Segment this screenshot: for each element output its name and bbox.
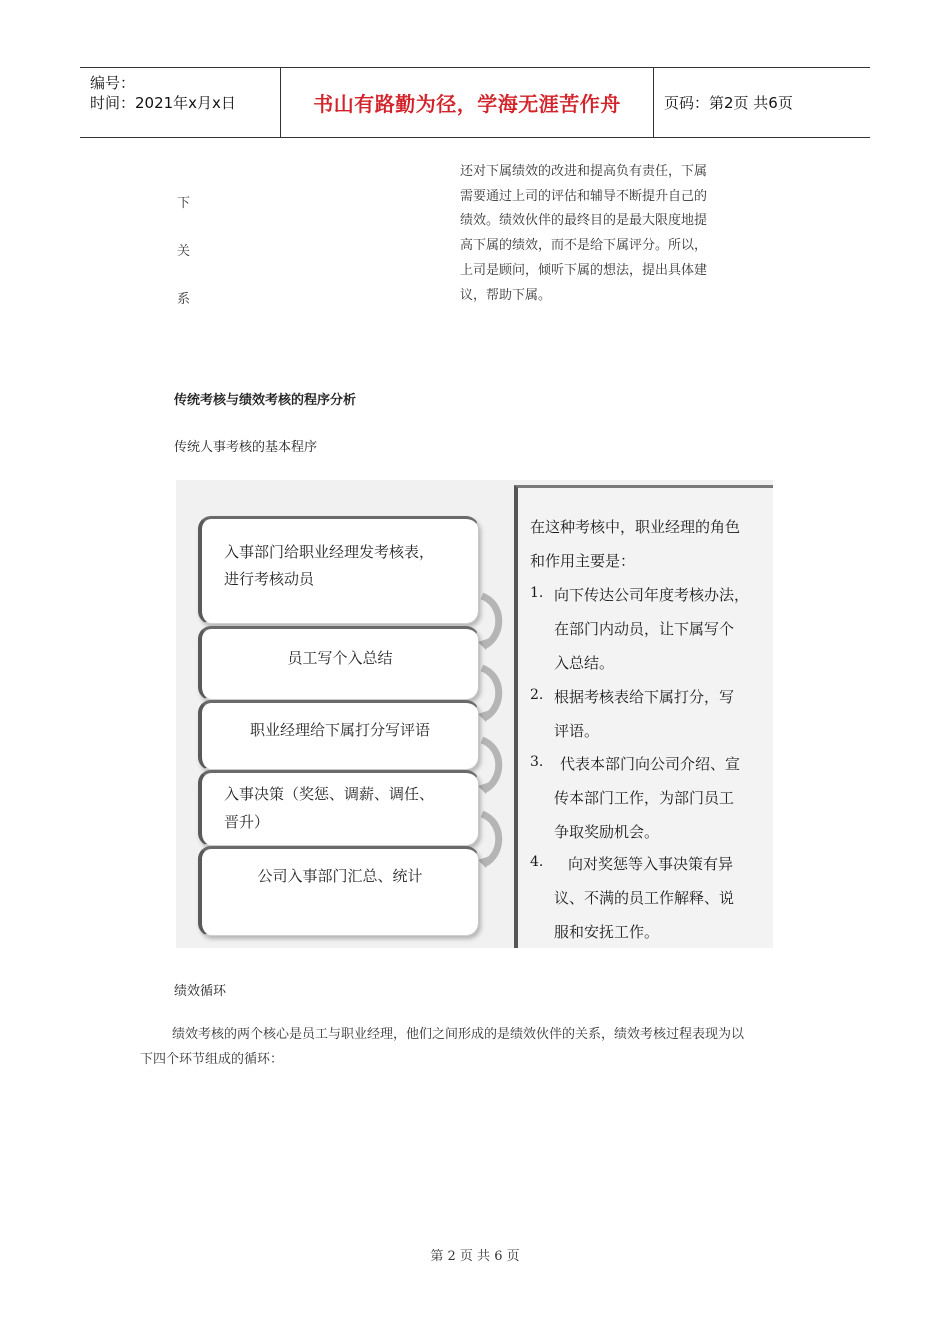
time-label: 时间：2021年x月x日 xyxy=(90,94,236,112)
step-text: 晋升） xyxy=(224,813,270,831)
item-line: 向对奖惩等入事决策有异 xyxy=(568,855,734,873)
item-line: 在部门内动员，让下属写个 xyxy=(554,620,735,638)
item-line: 传本部门工作，为部门员工 xyxy=(554,789,735,807)
cycle-paragraph xyxy=(140,1022,820,1072)
paragraph-line: 下四个环节组成的循环： xyxy=(140,1052,284,1067)
item-line: 评语。 xyxy=(554,722,600,740)
header-meta xyxy=(80,68,281,137)
header-motto-cell xyxy=(281,68,654,137)
fragment-line: 绩效。绩效伙伴的最终目的是最大限度地提 xyxy=(460,213,708,229)
process-step-5 xyxy=(198,846,479,936)
fragment-line: 需要通过上司的评估和辅导不断提升自己的 xyxy=(460,188,708,204)
vertical-char-2: 关 xyxy=(177,244,191,259)
curved-arrow-icon xyxy=(478,810,506,870)
process-step-1 xyxy=(198,516,479,624)
fragment-paragraph xyxy=(460,160,745,308)
process-step-4 xyxy=(198,770,479,846)
item-line: 根据考核表给下属打分，写 xyxy=(554,688,735,706)
curved-arrow-icon xyxy=(478,664,506,724)
fragment-line: 高下属的绩效，而不是给下属评分。所以， xyxy=(460,238,708,254)
item-line: 争取奖励机会。 xyxy=(554,823,660,841)
process-step-3 xyxy=(198,700,479,770)
fragment-line: 还对下属绩效的改进和提高负有责任，下属 xyxy=(460,164,708,179)
item-line: 入总结。 xyxy=(554,654,615,672)
motto: 书山有路勤为径，学海无涯苦作舟 xyxy=(313,92,621,116)
step-text: 公司入事部门汇总、统计 xyxy=(257,867,423,885)
fragment-line: 上司是顾问，倾听下属的想法，提出具体建 xyxy=(460,262,708,278)
step-text: 入事部门给职业经理发考核表， xyxy=(224,543,435,561)
curved-arrow-icon xyxy=(478,736,506,796)
step-text: 入事决策（奖惩、调薪、调任、 xyxy=(224,785,435,803)
item-line: 代表本部门向公司介绍、宣 xyxy=(560,755,741,773)
number-label: 编号： xyxy=(90,74,136,92)
page-footer: 第 2 页 共 6 页 xyxy=(430,1249,520,1264)
curved-arrow-icon xyxy=(478,592,506,652)
item-line: 服和安抚工作。 xyxy=(554,923,660,941)
fragment-line: 议，帮助下属。 xyxy=(460,287,552,303)
step-text: 进行考核动员 xyxy=(224,570,315,588)
step-text: 职业经理给下属打分写评语 xyxy=(249,721,430,739)
vertical-char-3: 系 xyxy=(177,292,191,307)
page-info: 页码：第2页 共6页 xyxy=(664,94,793,112)
item-line: 向下传达公司年度考核办法， xyxy=(554,586,750,604)
step-text: 员工写个入总结 xyxy=(287,649,393,667)
item-number: 1. xyxy=(530,585,544,601)
role-description-panel xyxy=(514,485,773,948)
item-line: 议、不满的员工作解释、说 xyxy=(554,889,735,907)
panel-intro-line: 在这种考核中，职业经理的角色 xyxy=(530,518,741,536)
cycle-heading: 绩效循环 xyxy=(174,984,227,999)
item-number: 4. xyxy=(530,854,544,870)
section-subtitle: 传统人事考核的基本程序 xyxy=(174,440,318,455)
process-step-2 xyxy=(198,626,479,700)
section-title: 传统考核与绩效考核的程序分析 xyxy=(174,393,357,408)
item-number: 3. xyxy=(530,754,544,770)
paragraph-line: 绩效考核的两个核心是员工与职业经理，他们之间形成的是绩效伙伴的关系，绩效考核过程表现为以 xyxy=(172,1027,745,1042)
process-figure xyxy=(176,480,773,948)
header-page-cell xyxy=(654,68,870,137)
page-header xyxy=(80,67,870,138)
vertical-char-1: 下 xyxy=(177,196,191,211)
panel-intro-line: 和作用主要是： xyxy=(530,552,636,570)
item-number: 2. xyxy=(530,687,544,703)
